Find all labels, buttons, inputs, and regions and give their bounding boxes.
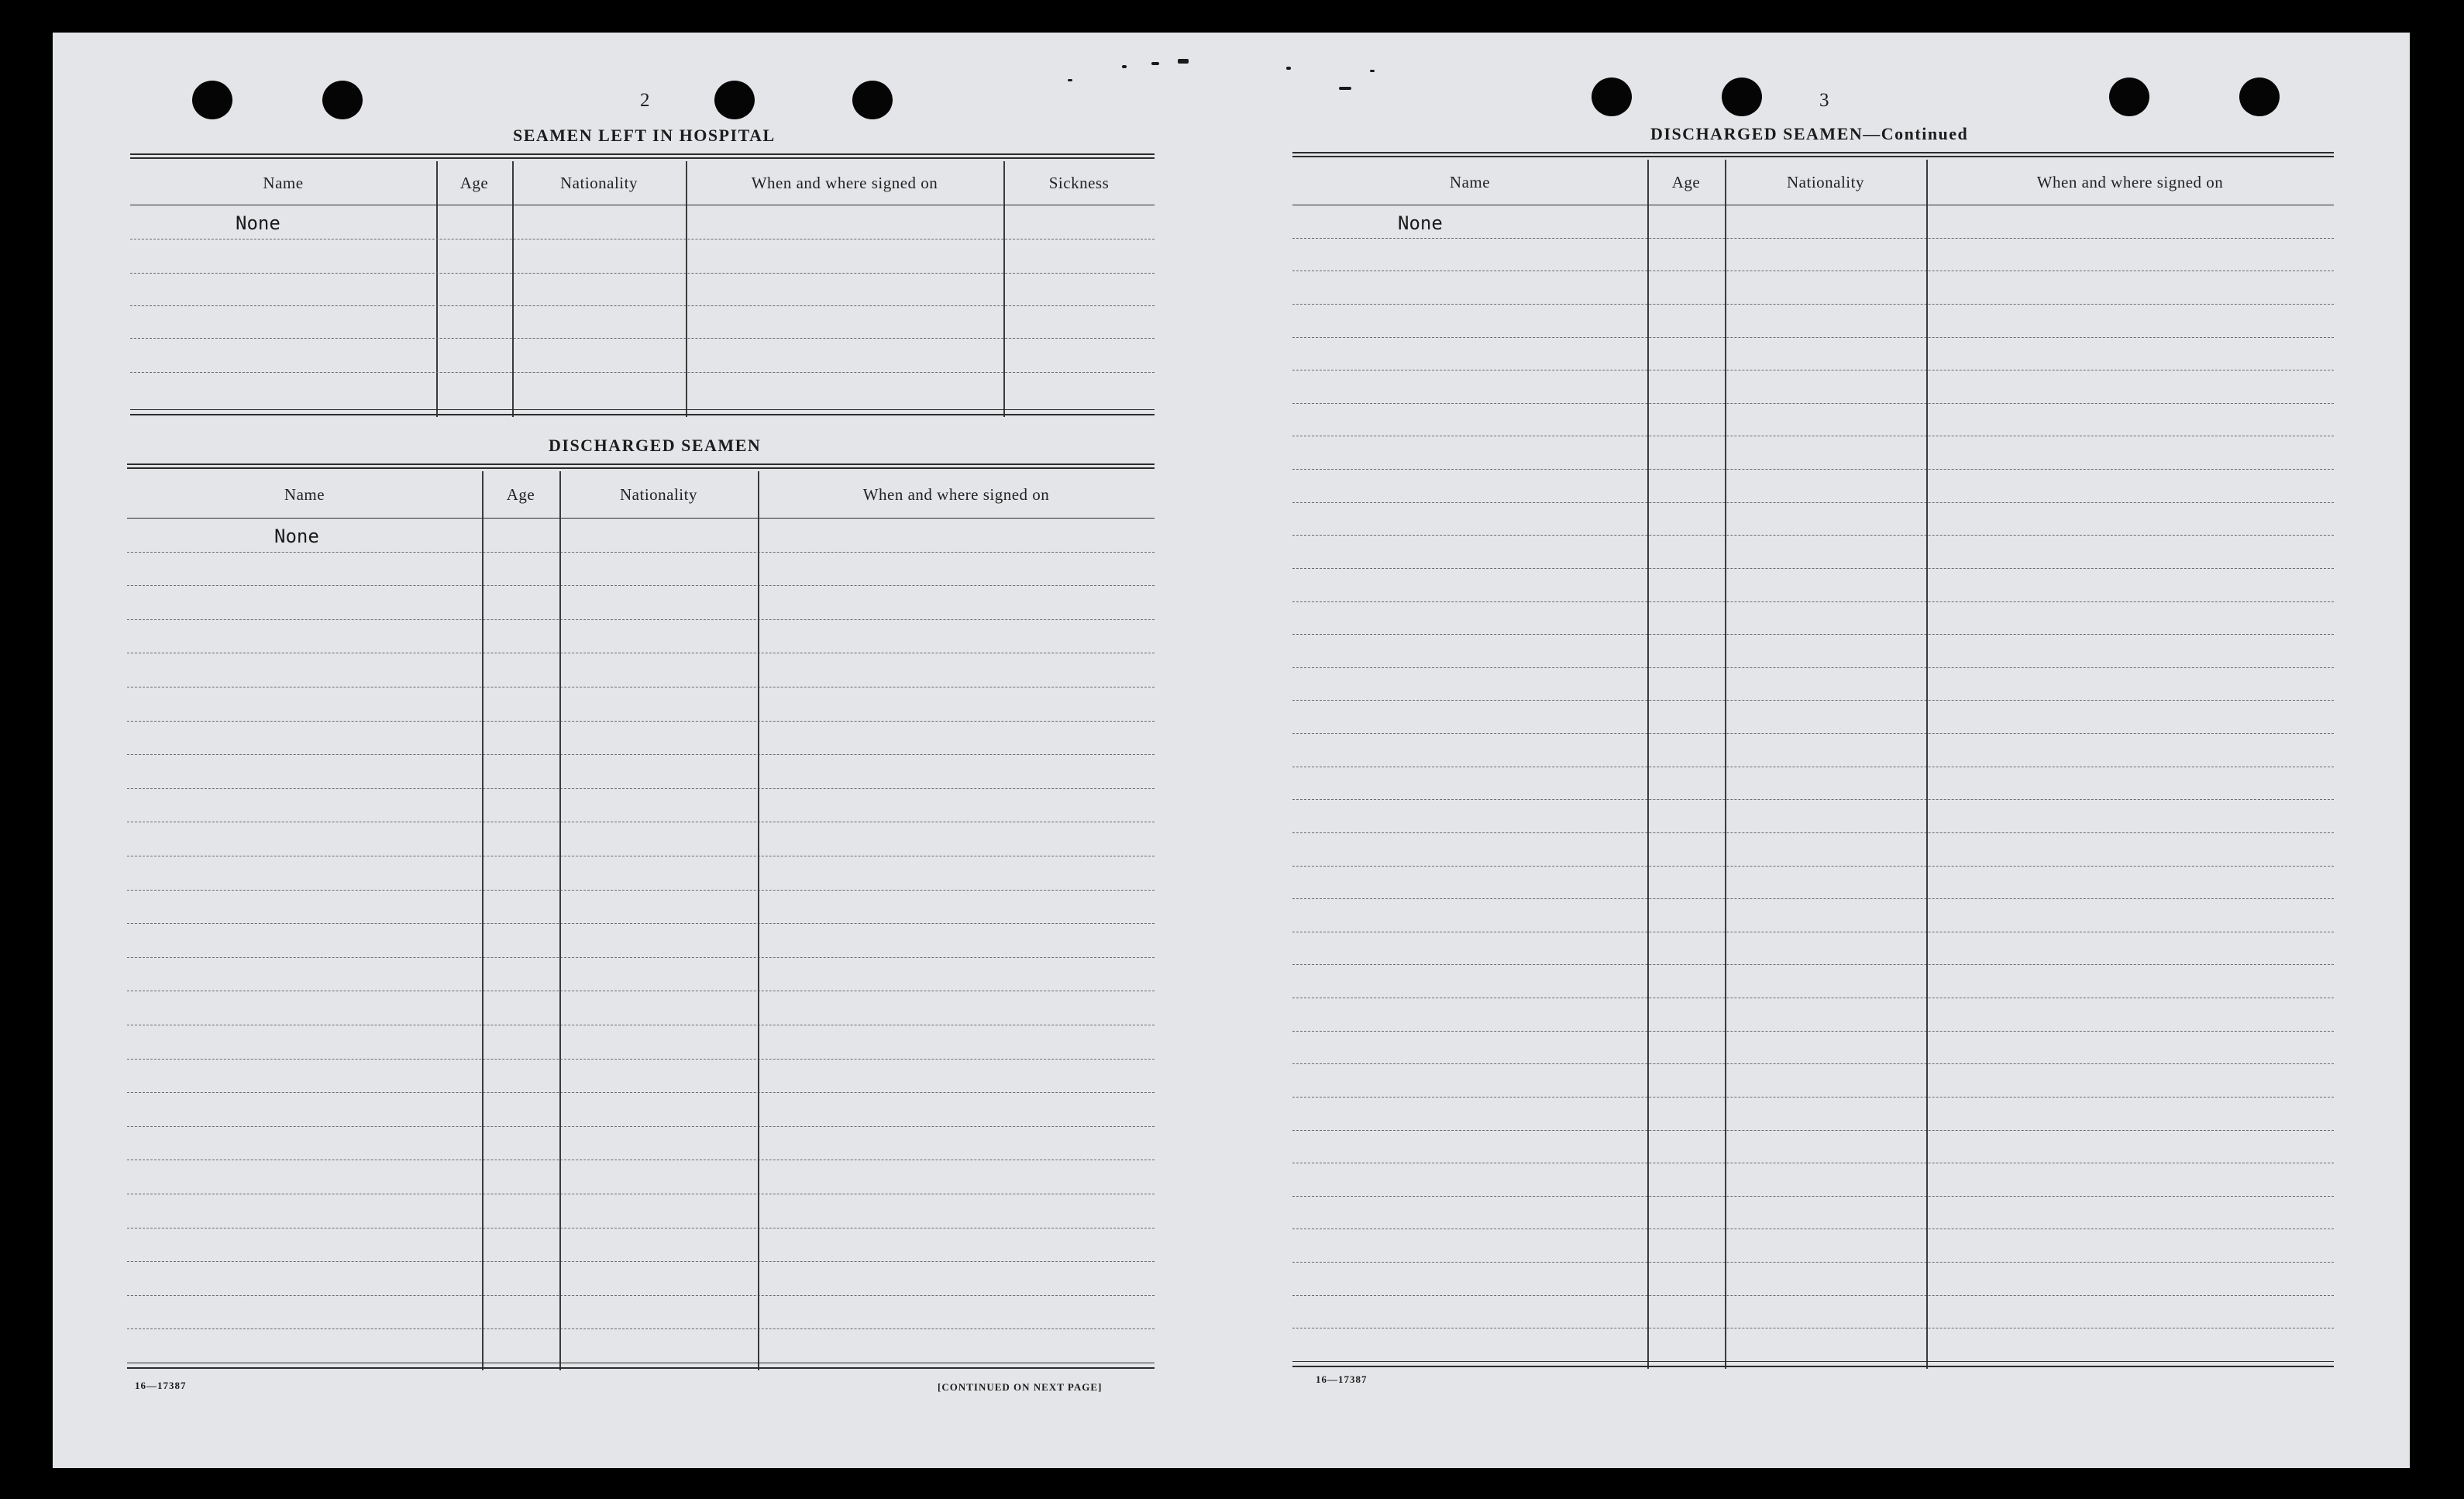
ledger-row-line <box>1292 304 2334 305</box>
col-age: Age <box>506 484 535 504</box>
col-age: Age <box>459 173 489 192</box>
punch-hole <box>2239 78 2280 116</box>
ledger-row-line <box>127 788 1155 789</box>
ledger-row-line <box>1292 568 2334 569</box>
ledger-row-line <box>127 890 1155 891</box>
discharged-table-header <box>127 471 1155 518</box>
col-signed-on: When and where signed on <box>862 484 1050 504</box>
ledger-row-line <box>1292 535 2334 536</box>
col-nationality: Nationality <box>1787 172 1864 191</box>
ink-speck <box>1068 79 1072 81</box>
ink-speck <box>1151 62 1159 65</box>
ledger-row-line <box>1292 799 2334 800</box>
col-signed-on: When and where signed on <box>2036 172 2224 191</box>
ledger-row-line <box>1292 634 2334 635</box>
ledger-row-line <box>1292 403 2334 404</box>
col-name: Name <box>1449 172 1491 191</box>
ledger-row-line <box>1292 832 2334 833</box>
document-sheet <box>53 33 2410 1468</box>
ledger-row-line <box>1292 469 2334 470</box>
ledger-row-line <box>127 619 1155 620</box>
discharged-continued-table <box>1292 152 2334 1408</box>
col-name: Name <box>284 484 325 504</box>
discharged-entry-name: None <box>274 526 319 547</box>
continued-note: [CONTINUED ON NEXT PAGE] <box>938 1381 1103 1393</box>
col-nationality: Nationality <box>620 484 697 504</box>
ledger-row-line <box>1292 1097 2334 1098</box>
col-signed-on: When and where signed on <box>751 173 938 192</box>
ledger-row-line <box>1292 1228 2334 1229</box>
page-number-right: 3 <box>1819 90 1829 111</box>
ledger-row-line <box>127 957 1155 958</box>
ledger-row-line <box>1292 733 2334 734</box>
col-sickness: Sickness <box>1048 173 1110 192</box>
ledger-row-line <box>1292 601 2334 602</box>
form-number-left: 16—17387 <box>135 1380 187 1391</box>
ledger-row-line <box>127 1092 1155 1093</box>
ledger-row-line <box>1292 502 2334 503</box>
punch-hole <box>714 81 755 119</box>
ledger-row-line <box>1292 1130 2334 1131</box>
page-number-left: 2 <box>640 90 650 111</box>
col-name: Name <box>263 173 304 192</box>
ledger-row-line <box>1292 700 2334 701</box>
punch-hole <box>1592 78 1632 116</box>
col-age: Age <box>1671 172 1701 191</box>
ledger-row-line <box>1292 964 2334 965</box>
punch-hole <box>192 81 232 119</box>
ledger-row-line <box>1292 1031 2334 1032</box>
ledger-row-line <box>1292 1063 2334 1064</box>
hospital-title: SEAMEN LEFT IN HOSPITAL <box>513 126 776 145</box>
ledger-row-line <box>1292 1295 2334 1296</box>
ledger-row-line <box>1292 1196 2334 1197</box>
ledger-row-line <box>1292 898 2334 899</box>
ledger-row-line <box>127 1328 1155 1329</box>
punch-hole <box>322 81 363 119</box>
ledger-row-line <box>1292 667 2334 668</box>
ledger-row-line <box>127 585 1155 586</box>
punch-hole <box>1722 78 1762 116</box>
ledger-row-line <box>127 1126 1155 1127</box>
punch-hole <box>852 81 893 119</box>
ink-speck <box>1370 70 1375 72</box>
form-number-right: 16—17387 <box>1316 1373 1368 1385</box>
discharged-table <box>127 463 1155 1425</box>
ledger-row-line <box>127 754 1155 755</box>
ledger-row-line <box>127 1059 1155 1060</box>
ink-speck <box>1286 67 1291 70</box>
ledger-row-line <box>1292 1262 2334 1263</box>
discharged-title: DISCHARGED SEAMEN <box>549 436 762 455</box>
ledger-row-line <box>127 1295 1155 1296</box>
ink-speck <box>1339 87 1351 90</box>
ledger-row-line <box>1292 337 2334 338</box>
hospital-table-header <box>130 161 1155 205</box>
ledger-row-line <box>1292 866 2334 867</box>
discharged-continued-header <box>1292 160 2334 205</box>
punch-hole <box>2109 78 2149 116</box>
col-nationality: Nationality <box>560 173 638 192</box>
ledger-row-line <box>127 1261 1155 1262</box>
discharged-continued-title: DISCHARGED SEAMEN—Continued <box>1650 124 1969 143</box>
hospital-table <box>130 153 1155 448</box>
ledger-row-line <box>1292 238 2334 239</box>
discharged-continued-entry-name: None <box>1398 212 1443 234</box>
ledger-row-line <box>127 552 1155 553</box>
ink-speck <box>1178 59 1189 64</box>
ink-speck <box>1122 65 1127 68</box>
ledger-row-line <box>127 721 1155 722</box>
hospital-entry-name: None <box>236 212 280 234</box>
ledger-row-line <box>127 923 1155 924</box>
